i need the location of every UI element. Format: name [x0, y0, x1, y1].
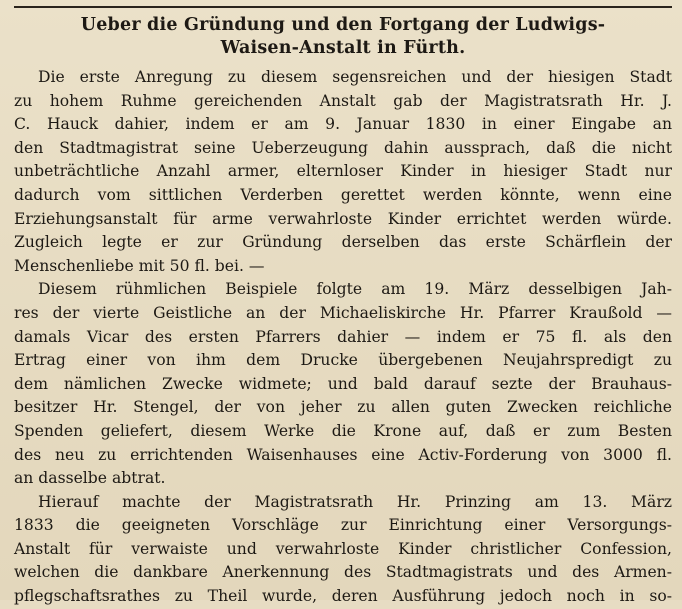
top-rule: [14, 6, 672, 8]
paragraph-3-line-3: Anstalt für verwaiste und verwahrloste Kinder christlicher Confession,: [14, 539, 672, 558]
paragraph-1-line-4: den Stadtmagistrat seine Ueberzeugung dahin aussprach, daß die nicht: [14, 138, 672, 157]
paragraph-1-line-7: Erziehungsanstalt für arme verwahrloste Kinder errichtet werden würde.: [14, 209, 672, 228]
paragraph-3-line-2: 1833 die geeigneten Vorschläge zur Einrichtung einer Versorgungs-: [14, 516, 672, 535]
article-body: [14, 66, 672, 609]
paragraph-1: [14, 66, 672, 278]
title-line-1: Ueber die Gründung und den Fortgang der Ludwigs-: [80, 15, 606, 35]
paragraph-2-line-3: damals Vicar des ersten Pfarrers dahier — indem er 75 fl. als den: [14, 327, 672, 346]
paragraph-2-line-7: Spenden geliefert, diesem Werke die Krone auf, daß er zum Besten: [14, 421, 672, 440]
paragraph-2-line-5: dem nämlichen Zwecke widmete; und bald darauf sezte der Brauhaus-: [14, 374, 672, 393]
paragraph-2-line-8: des neu zu errichtenden Waisenhauses eine Activ-Forderung von 3000 fl.: [14, 445, 672, 464]
paragraph-1-line-8: Zugleich legte er zur Gründung derselben das erste Schärflein der: [14, 233, 672, 252]
paragraph-1-line-1: Die erste Anregung zu diesem segensreichen und der hiesigen Stadt: [38, 68, 672, 86]
paragraph-2-line-2: res der vierte Geistliche an der Michaeliskirche Hr. Pfarrer Kraußold —: [14, 303, 672, 322]
paragraph-3: [14, 491, 672, 609]
paragraph-1-line-6: dadurch vom sittlichen Verderben gerettet werden könnte, wenn eine: [14, 185, 672, 204]
paragraph-1-line-2: zu hohem Ruhme gereichenden Anstalt gab der Magistratsrath Hr. J.: [14, 91, 672, 110]
title-line-2: Waisen-Anstalt in Fürth.: [220, 38, 466, 58]
paragraph-2-line-9: an dasselbe abtrat.: [14, 469, 166, 488]
paragraph-1-line-3: C. Hauck dahier, indem er am 9. Januar 1830 in einer Eingabe an: [14, 115, 672, 134]
paragraph-1-line-5: unbeträchtliche Anzahl armer, elternloser Kinder in hiesiger Stadt nur: [14, 162, 672, 181]
paragraph-1-line-9: Menschenliebe mit 50 fl. bei. —: [14, 256, 265, 275]
article-title: [14, 14, 672, 60]
paragraph-2-line-1: Diesem rühmlichen Beispiele folgte am 19. März desselbigen Jah-: [38, 280, 672, 299]
paragraph-3-line-4: welchen die dankbare Anerkennung des Stadtmagistrats und des Armen-: [14, 563, 672, 582]
paragraph-3-line-5: pflegschaftsrathes zu Theil wurde, deren Ausführung jedoch noch in so-: [14, 587, 672, 606]
paragraph-3-line-1: Hierauf machte der Magistratsrath Hr. Prinzing am 13. März: [38, 492, 672, 511]
paragraph-2: [14, 278, 672, 490]
paragraph-2-line-4: Ertrag einer von ihm dem Drucke übergebenen Neujahrspredigt zu: [14, 351, 672, 370]
paragraph-2-line-6: besitzer Hr. Stengel, der von jeher zu allen guten Zwecken reichliche: [14, 398, 672, 417]
